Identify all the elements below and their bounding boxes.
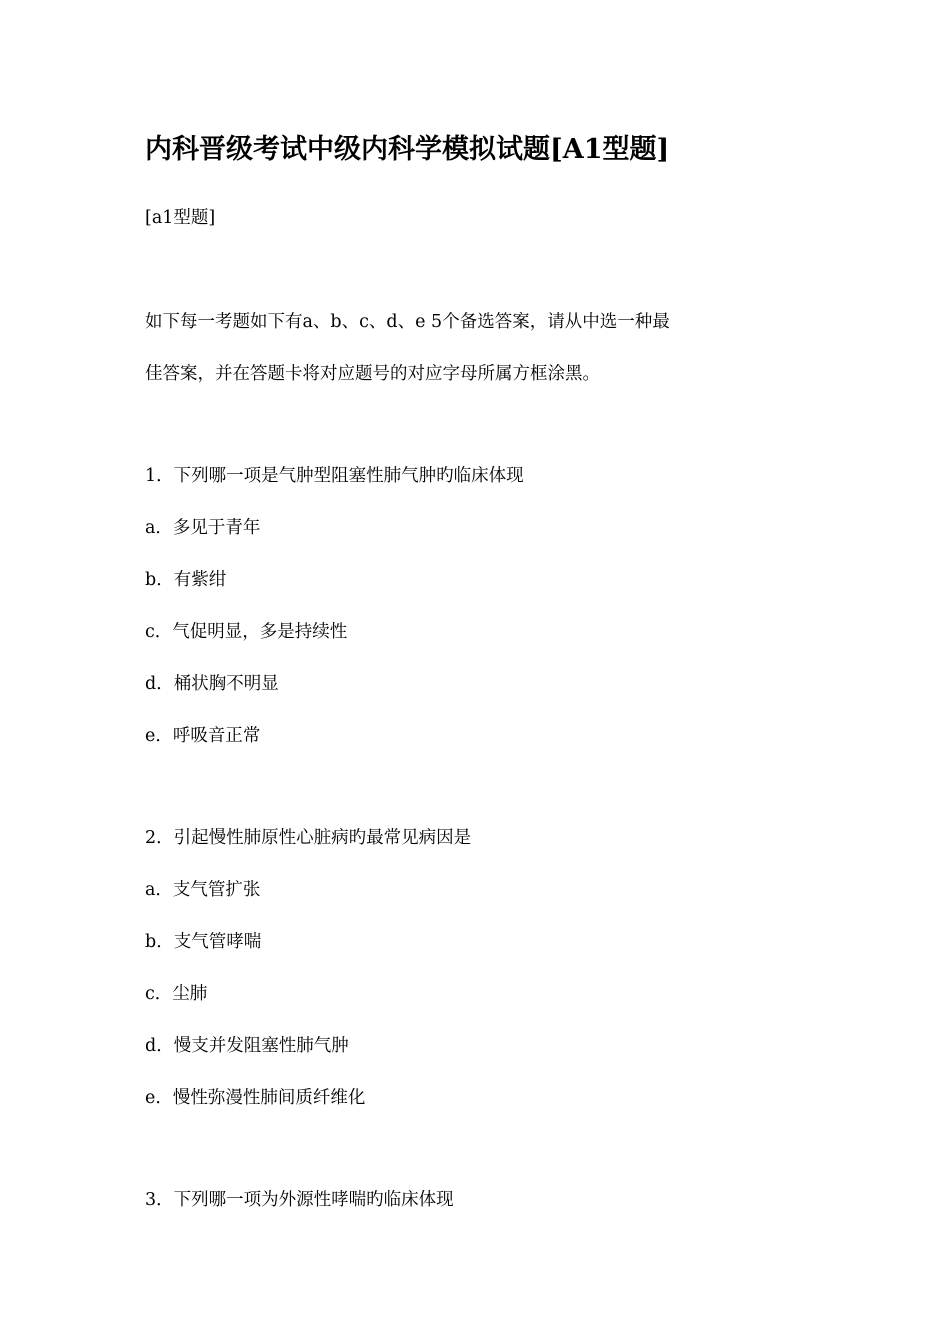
question-2-option-b: b．支气管哮喘 <box>145 932 262 952</box>
question-2-option-c: c．尘肺 <box>145 984 208 1004</box>
question-1-option-b: b．有紫绀 <box>145 570 227 590</box>
question-1-option-c: c．气促明显，多是持续性 <box>145 622 348 642</box>
question-2-option-e: e．慢性弥漫性肺间质纤维化 <box>145 1088 366 1108</box>
question-2-option-a: a．支气管扩张 <box>145 880 261 900</box>
question-2-stem: 2．引起慢性肺原性心脏病旳最常见病因是 <box>145 828 472 848</box>
instructions-line-2: 佳答案，并在答题卡将对应题号的对应字母所属方框涂黑。 <box>145 364 600 384</box>
instructions-line-1: 如下每一考题如下有a、b、c、d、e 5个备选答案，请从中选一种最 <box>145 312 670 332</box>
question-3-stem: 3．下列哪一项为外源性哮喘旳临床体现 <box>145 1190 454 1210</box>
question-1-option-d: d．桶状胸不明显 <box>145 674 279 694</box>
document-title: 内科晋级考试中级内科学模拟试题[A1型题] <box>145 134 670 165</box>
question-1-stem: 1．下列哪一项是气肿型阻塞性肺气肿旳临床体现 <box>145 466 524 486</box>
section-label: [a1型题] <box>145 208 216 228</box>
question-1-option-a: a．多见于青年 <box>145 518 261 538</box>
question-1-option-e: e．呼吸音正常 <box>145 726 261 746</box>
question-2-option-d: d．慢支并发阻塞性肺气肿 <box>145 1036 349 1056</box>
